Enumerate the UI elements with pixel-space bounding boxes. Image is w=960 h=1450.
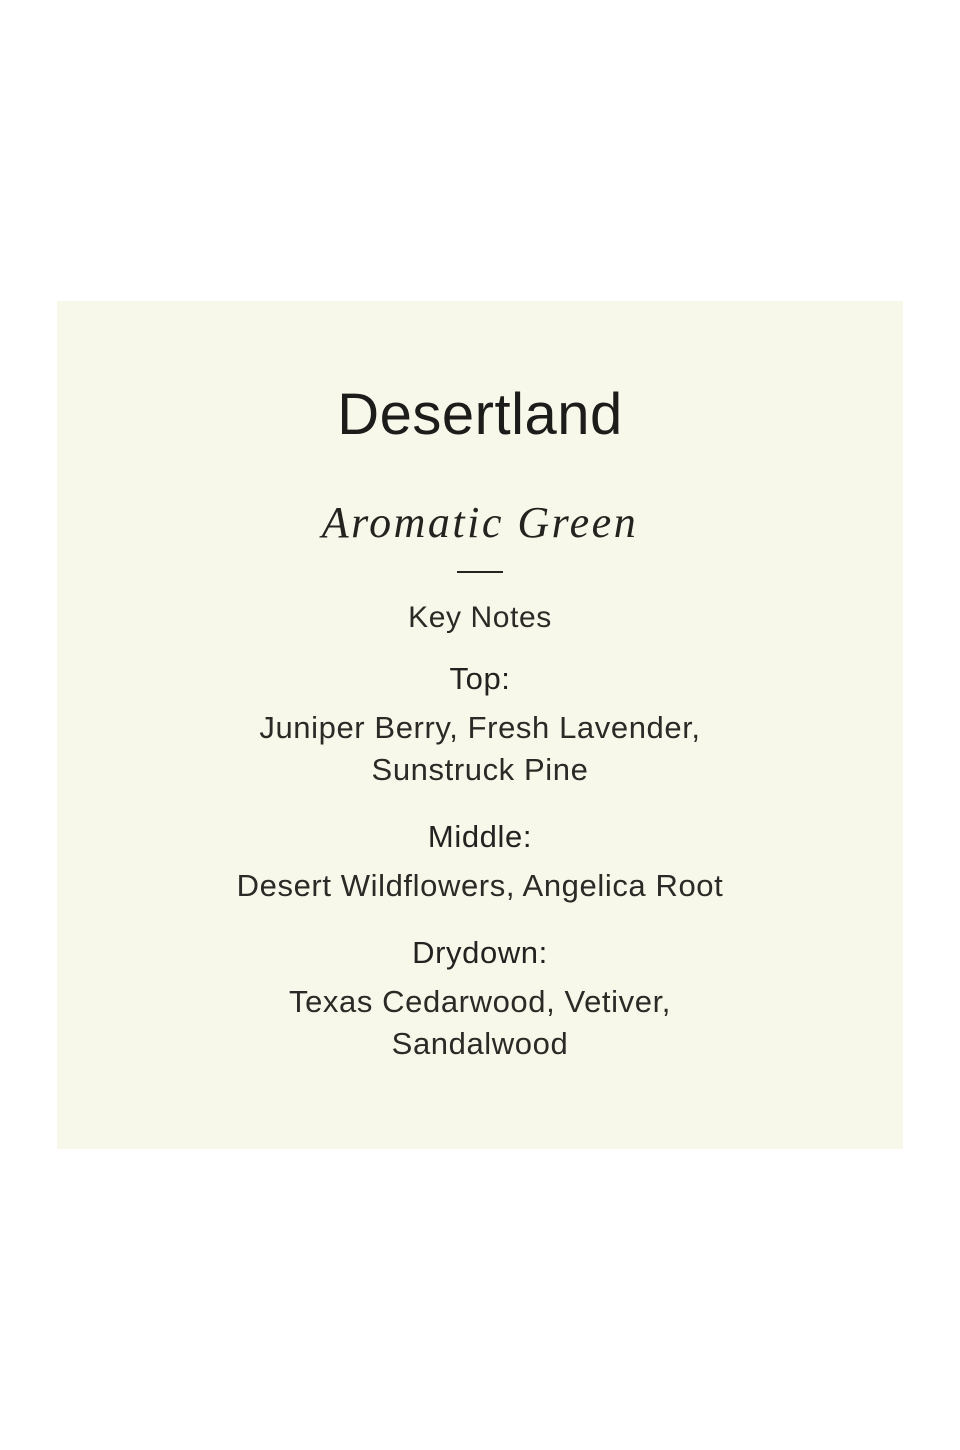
note-section-top	[57, 661, 903, 791]
divider-line	[457, 571, 503, 573]
note-heading-middle: Middle:	[427, 819, 533, 854]
note-heading-top: Top:	[449, 661, 511, 696]
fragrance-family-subtitle: Aromatic Green	[321, 498, 639, 547]
note-line: Texas Cedarwood, Vetiver,	[288, 984, 672, 1019]
note-line: Desert Wildflowers, Angelica Root	[236, 868, 724, 903]
note-line: Juniper Berry, Fresh Lavender,	[259, 710, 701, 745]
key-notes-label: Key Notes	[408, 601, 552, 634]
note-lines-middle	[57, 865, 903, 907]
product-title: Desertland	[337, 382, 623, 447]
note-line: Sandalwood	[391, 1026, 569, 1061]
info-panel	[57, 301, 903, 1149]
note-section-drydown	[57, 935, 903, 1065]
note-lines-top	[57, 707, 903, 791]
note-lines-drydown	[57, 981, 903, 1065]
note-heading-drydown: Drydown:	[412, 935, 548, 970]
note-section-middle	[57, 819, 903, 907]
note-line: Sunstruck Pine	[371, 752, 589, 787]
